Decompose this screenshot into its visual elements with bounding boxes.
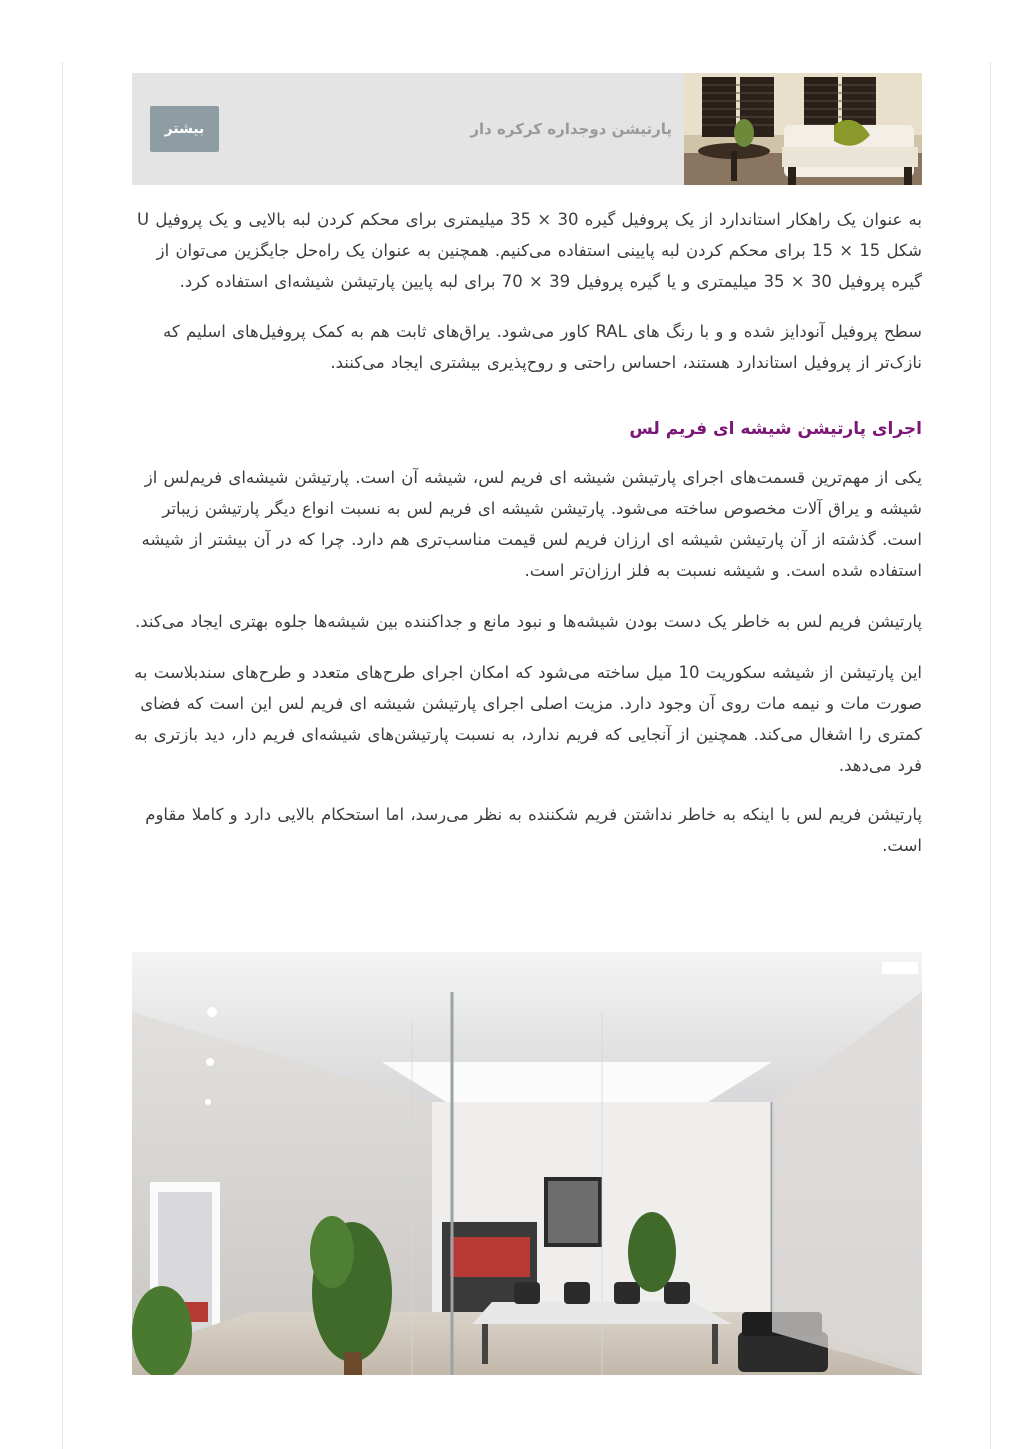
paragraph-profile-clamps: به عنوان یک راهکار استاندارد از یک پروفیل گیره 30 × 35 میلیمتری برای محکم کردن لبه بالایی و یک پروفیل U شکل 15 × 15 برای محکم کردن لبه پایینی استفاده می‌کنیم. همچنین به عنوان یک راه‌حل جایگزین می‌توان از گیره پروفیل 30 × 35 میلیمتری و یا گیره پروفیل 39 × 70 برای لبه پایین پارتیشن شیشه‌ای استفاده کرد. bbox=[137, 210, 922, 291]
living-room-photo-icon[interactable] bbox=[684, 73, 922, 185]
paragraph-uniform-glass: پارتیشن فریم لس به خاطر یک دست بودن شیشه‌ها و نبود مانع و جداکننده بین شیشه‌ها جلوه بهتری ایجاد می‌کند. bbox=[134, 612, 922, 631]
paragraph-frameless-glass: یکی از مهم‌ترین قسمت‌های اجرای پارتیشن شیشه ای فریم لس، شیشه آن است. پارتیشن شیشه‌ای فریم‌لس از شیشه و یراق آلات مخصوص ساخته می‌شود. پارتیشن شیشه ای فریم لس به نسبت انواع دیگر پارتیشن زیباتر است. گذشته از آن پارتیشن شیشه ای ارزان فریم لس قیمت مناسب‌تری هم دارد. چرا که در آن بیشتر از شیشه استفاده شده است. و شیشه نسبت به فلز ارزان‌تر است. bbox=[141, 468, 922, 580]
section-heading: اجرای پارتیشن شیشه ای فریم لس bbox=[629, 419, 922, 439]
related-post-title[interactable]: پارتیشن دوجداره کرکره دار bbox=[470, 120, 672, 138]
related-post-banner[interactable] bbox=[132, 73, 922, 185]
article-column bbox=[132, 73, 922, 861]
paragraph-durability: پارتیشن فریم لس با اینکه به خاطر نداشتن فریم شکننده به نظر می‌رسد، اما استحکام بالایی دارد و کاملا مقاوم است. bbox=[145, 805, 922, 855]
glass-office-photo-icon bbox=[132, 952, 922, 1375]
page-border-right bbox=[990, 62, 991, 1449]
page-border-left bbox=[62, 62, 63, 1449]
paragraph-anodized-surface: سطح پروفیل آنودایز شده و و با رنگ های RAL کاور می‌شود. یراق‌های ثابت هم به کمک پروفیل‌های اسلیم که نازک‌تر از پروفیل استاندارد هستند، احساس راحتی و روح‌پذیری بیشتری ایجاد می‌کنند. bbox=[163, 322, 922, 372]
more-button[interactable]: بیشتر bbox=[150, 106, 219, 152]
paragraph-tempered-glass: این پارتیشن از شیشه سکوریت 10 میل ساخته می‌شود که امکان اجرای طرح‌های متعدد و طرح‌های سندبلاست به صورت مات و نیمه مات روی آن وجود دارد. مزیت اصلی اجرای پارتیشن شیشه ای فریم لس این است که فضای کمتری را اشغال می‌کند. همچنین از آنجایی که فریم ندارد، به نسبت پارتیشن‌های شیشه‌ای فریم دار، دید بازتری به فرد می‌دهد. bbox=[134, 663, 922, 775]
